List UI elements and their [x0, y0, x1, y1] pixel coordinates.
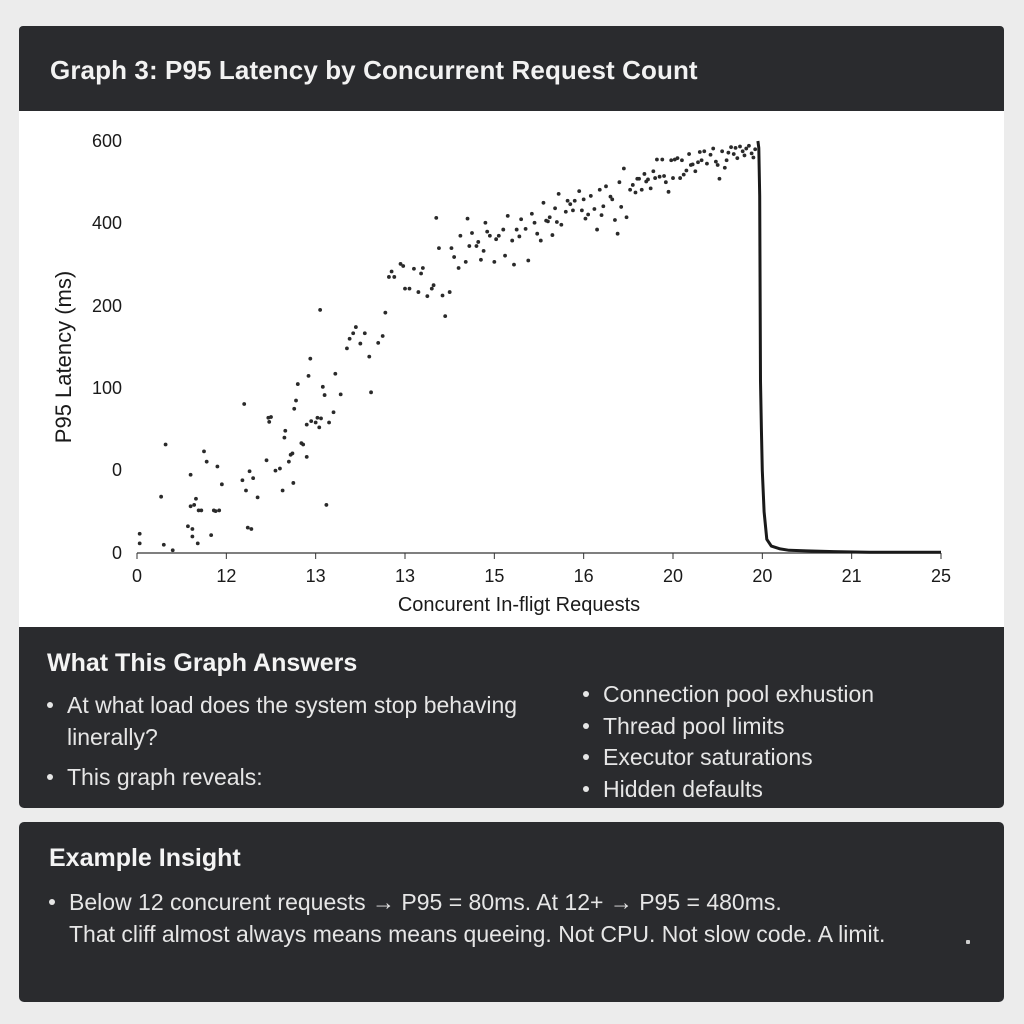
scatter-point [662, 174, 666, 178]
scatter-point [604, 184, 608, 188]
scatter-point [216, 465, 220, 469]
y-tick-label: 0 [111, 543, 122, 563]
x-tick-label: 15 [484, 566, 505, 586]
scatter-point [291, 481, 295, 485]
scatter-point [196, 541, 200, 545]
scatter-point [744, 147, 748, 151]
scatter-point [743, 154, 747, 158]
scatter-point [267, 420, 271, 424]
scatter-point [307, 374, 311, 378]
scatter-point [186, 524, 190, 528]
scatter-point [622, 167, 626, 171]
scatter-point [714, 160, 718, 164]
y-tick-label: 200 [91, 296, 122, 316]
scatter-point [510, 239, 514, 243]
scatter-point [296, 382, 300, 386]
scatter-point [600, 213, 604, 217]
scatter-point [189, 504, 193, 508]
scatter-point [696, 160, 700, 164]
scatter-point [535, 232, 539, 236]
x-tick-label: 21 [841, 566, 862, 586]
scatter-point [698, 150, 702, 154]
insight-line-1-text: Below 12 concurent requests → P95 = 80ms. At 12+ → P95 = 480ms. [69, 889, 782, 915]
scatter-point [381, 334, 385, 338]
scatter-point [305, 455, 309, 459]
scatter-point [667, 190, 671, 194]
scatter-point [501, 228, 505, 232]
scatter-point [741, 149, 745, 153]
scatter-point [752, 156, 756, 160]
scatter-point [711, 147, 715, 151]
right-bullet-2-text: Thread pool limits [603, 713, 785, 739]
page-title: Graph 3: P95 Latency by Concurrent Request Count [50, 55, 698, 85]
scatter-point [348, 337, 352, 341]
scatter-point [557, 192, 561, 196]
left-bullet-2 [67, 761, 557, 793]
scatter-point [680, 158, 684, 162]
scatter-point [610, 197, 614, 201]
scatter-point [323, 393, 327, 397]
scatter-point [732, 152, 736, 156]
scatter-point [643, 172, 647, 176]
scatter-point [339, 392, 343, 396]
scatter-point [464, 260, 468, 264]
scatter-point [476, 240, 480, 244]
scatter-point [555, 220, 559, 224]
scatter-point [369, 390, 373, 394]
scatter-point [314, 421, 318, 425]
scatter-point [354, 325, 358, 329]
scatter-point [316, 416, 320, 420]
scatter-point [448, 290, 452, 294]
scatter-point [470, 231, 474, 235]
bullet-dot [583, 786, 589, 792]
insight-line-2-text: That cliff almost always means means queeing. Not CPU. Not slow code. A limit. [69, 921, 886, 947]
scatter-point [291, 452, 295, 456]
right-bullet-4-text: Hidden defaults [603, 776, 763, 802]
scatter-point [434, 216, 438, 220]
scatter-point [332, 410, 336, 414]
scatter-point [524, 227, 528, 231]
scatter-point [283, 429, 287, 433]
y-tick-label: 0 [111, 460, 122, 480]
scatter-point [628, 188, 632, 192]
scatter-point [664, 180, 668, 184]
scatter-point [441, 294, 445, 298]
cliff-line [758, 141, 941, 552]
scatter-point [251, 476, 255, 480]
scatter-point [637, 177, 641, 181]
corner-mark [966, 940, 970, 944]
x-tick-label: 20 [752, 566, 773, 586]
scatter-point [553, 206, 557, 210]
scatter-point [519, 217, 523, 221]
scatter-point [726, 151, 730, 155]
scatter-point [292, 407, 296, 411]
scatter-point [542, 201, 546, 205]
scatter-point [738, 145, 742, 149]
right-bullet-3-text: Executor saturations [603, 744, 813, 770]
bullet-dot [583, 691, 589, 697]
left-bullet-2-text: This graph reveals: [67, 764, 263, 790]
scatter-point [246, 526, 250, 530]
scatter-point [190, 535, 194, 539]
x-tick-label: 13 [394, 566, 416, 586]
scatter-point [658, 175, 662, 179]
bullet-dot [583, 723, 589, 729]
scatter-point [506, 214, 510, 218]
scatter-point [515, 228, 519, 232]
scatter-point [649, 186, 653, 190]
scatter-point [750, 151, 754, 155]
scatter-point [566, 199, 570, 203]
scatter-point [387, 275, 391, 279]
scatter-point [640, 188, 644, 192]
scatter-point [392, 275, 396, 279]
scatter-point [265, 458, 269, 462]
scatter-point [294, 399, 298, 403]
scatter-point [734, 146, 738, 150]
scatter-point [327, 421, 331, 425]
scatter-point [685, 169, 689, 173]
bullet-dot [49, 899, 55, 905]
scatter-point [205, 460, 209, 464]
scatter-point [437, 246, 441, 250]
bullet-dot [47, 702, 53, 708]
scatter-point [308, 357, 312, 361]
scatter-point [159, 495, 163, 499]
scatter-point [616, 232, 620, 236]
scatter-point [497, 234, 501, 238]
scatter-point [693, 169, 697, 173]
scatter-point [309, 419, 313, 423]
scatter-point [548, 215, 552, 219]
scatter-point [709, 153, 713, 157]
x-tick-label: 25 [930, 566, 952, 586]
y-tick-label: 100 [91, 378, 122, 398]
scatter-point [634, 191, 638, 195]
scatter-point [390, 270, 394, 274]
right-bullet-2 [603, 710, 785, 742]
scatter-point [358, 342, 362, 346]
scatter-point [631, 183, 635, 187]
scatter-point [432, 283, 436, 287]
scatter-point [577, 189, 581, 193]
x-tick-label: 13 [305, 566, 326, 586]
bullet-dot [47, 774, 53, 780]
scatter-point [318, 308, 322, 312]
right-bullet-4 [603, 773, 763, 805]
scatter-point [333, 372, 337, 376]
scatter-point [278, 467, 282, 471]
scatter-point [482, 249, 486, 253]
scatter-point [613, 218, 617, 222]
answers-card [19, 627, 1004, 808]
x-axis-label: Concurent In-fligt Requests [397, 594, 641, 616]
scatter-point [458, 234, 462, 238]
scatter-point [401, 264, 405, 268]
scatter-point [351, 331, 355, 335]
scatter-point [720, 149, 724, 153]
scatter-point [753, 147, 757, 151]
x-tick-label: 12 [216, 566, 237, 586]
left-bullet-1-text: At what load does the system stop behaving linerally? [67, 692, 518, 750]
scatter-point [475, 244, 479, 248]
scatter-point [687, 152, 691, 156]
scatter-point [452, 255, 456, 259]
scatter-point [564, 210, 568, 214]
scatter-point [582, 197, 586, 201]
scatter-point [241, 478, 245, 482]
scatter-point [676, 156, 680, 160]
chart-panel [19, 111, 1004, 627]
scatter-point [283, 436, 287, 440]
insight-card [19, 822, 1004, 1002]
right-bullet-3 [603, 741, 813, 773]
scatter-point [430, 287, 434, 291]
scatter-point [301, 443, 305, 447]
y-axis-label: P95 Latency (ms) [51, 270, 76, 444]
scatter-point [571, 208, 575, 212]
scatter-point [367, 355, 371, 359]
scatter-point [559, 223, 563, 227]
scatter-point [589, 194, 593, 198]
scatter-point [287, 460, 291, 464]
scatter-point [305, 423, 309, 427]
scatter-point [417, 290, 421, 294]
scatter-point [419, 272, 423, 276]
scatter-point [530, 212, 534, 216]
y-tick-label: 400 [91, 213, 122, 233]
x-tick-label: 0 [131, 566, 143, 586]
scatter-point [220, 482, 224, 486]
scatter-point [138, 532, 142, 536]
scatter-point [450, 246, 454, 250]
scatter-point [705, 162, 709, 166]
scatter-point [488, 234, 492, 238]
scatter-point [171, 548, 175, 552]
right-bullet-1 [603, 678, 874, 710]
scatter-point [199, 509, 203, 513]
scatter-point [625, 215, 629, 219]
scatter-point [512, 263, 516, 267]
scatter-point [586, 213, 590, 217]
scatter-point [601, 204, 605, 208]
scatter-point [274, 469, 278, 473]
scatter-point [682, 173, 686, 177]
scatter-point [403, 287, 407, 291]
insight-heading: Example Insight [49, 844, 241, 872]
insight-line-2 [69, 918, 885, 950]
scatter-point [735, 156, 739, 160]
scatter-point [479, 258, 483, 262]
scatter-point [700, 158, 704, 162]
scatter-point [189, 473, 193, 477]
scatter-point [249, 527, 253, 531]
scatter-point [492, 260, 496, 264]
scatter-point [595, 228, 599, 232]
insight-line-1 [69, 886, 782, 918]
scatter-point [190, 527, 194, 531]
scatter-point [551, 233, 555, 237]
scatter-point [138, 541, 142, 545]
scatter-point [671, 176, 675, 180]
scatter-point [655, 158, 659, 162]
scatter-point [592, 207, 596, 211]
scatter-point [324, 503, 328, 507]
scatter-point [457, 266, 461, 270]
scatter-point [209, 533, 213, 537]
scatter-point [321, 385, 325, 389]
title-bar [19, 26, 1004, 111]
scatter-point [539, 239, 543, 243]
scatter-point [573, 199, 577, 203]
scatter-point [729, 145, 733, 149]
scatter-point [568, 202, 572, 206]
scatter-point [421, 266, 425, 270]
scatter-point [618, 180, 622, 184]
scatter-point [646, 178, 650, 182]
x-tick-label: 20 [662, 566, 684, 586]
scatter-point [256, 495, 260, 499]
scatter-point [691, 162, 695, 166]
scatter-point [725, 158, 729, 162]
scatter-point [716, 163, 720, 167]
scatter-point [580, 208, 584, 212]
scatter-point [412, 267, 416, 271]
scatter-point [317, 425, 321, 429]
x-tick-label: 16 [573, 566, 594, 586]
scatter-point [363, 331, 367, 335]
scatter-point [408, 287, 412, 291]
scatter-point [718, 177, 722, 181]
right-bullet-1-text: Connection pool exhustion [603, 681, 875, 707]
scatter-point [202, 449, 206, 453]
scatter-point [485, 230, 489, 234]
scatter-point [466, 217, 470, 221]
scatter-point [503, 254, 507, 258]
bullet-dot [583, 754, 589, 760]
scatter-point [345, 346, 349, 350]
scatter-point [526, 259, 530, 263]
y-tick-label: 600 [91, 131, 122, 151]
scatter-point [517, 235, 521, 239]
scatter-point [162, 543, 166, 547]
scatter-point [747, 144, 751, 148]
answers-heading: What This Graph Answers [47, 649, 358, 677]
scatter-point [194, 497, 198, 501]
scatter-point [217, 509, 221, 513]
scatter-chart [19, 111, 1004, 627]
scatter-point [546, 219, 550, 223]
scatter-point [484, 221, 488, 225]
scatter-point [192, 503, 196, 507]
scatter-point [584, 217, 588, 221]
scatter-point [248, 469, 252, 473]
scatter-point [383, 311, 387, 315]
scatter-point [244, 489, 248, 493]
scatter-point [319, 417, 323, 421]
scatter-point [443, 314, 447, 318]
scatter-point [651, 169, 655, 173]
scatter-point [678, 176, 682, 180]
scatter-point [598, 188, 602, 192]
scatter-point [164, 443, 168, 447]
scatter-point [269, 415, 273, 419]
scatter-point [533, 221, 537, 225]
scatter-point [653, 176, 657, 180]
scatter-point [425, 294, 429, 298]
scatter-point [281, 489, 285, 493]
scatter-point [242, 402, 246, 406]
scatter-point [376, 341, 380, 345]
scatter-point [214, 509, 218, 513]
scatter-point [494, 237, 498, 241]
scatter-point [669, 158, 673, 162]
scatter-point [702, 149, 706, 153]
scatter-point [467, 244, 471, 248]
scatter-point [723, 166, 727, 170]
left-bullet-1 [67, 689, 557, 753]
scatter-point [619, 205, 623, 209]
scatter-point [660, 158, 664, 162]
